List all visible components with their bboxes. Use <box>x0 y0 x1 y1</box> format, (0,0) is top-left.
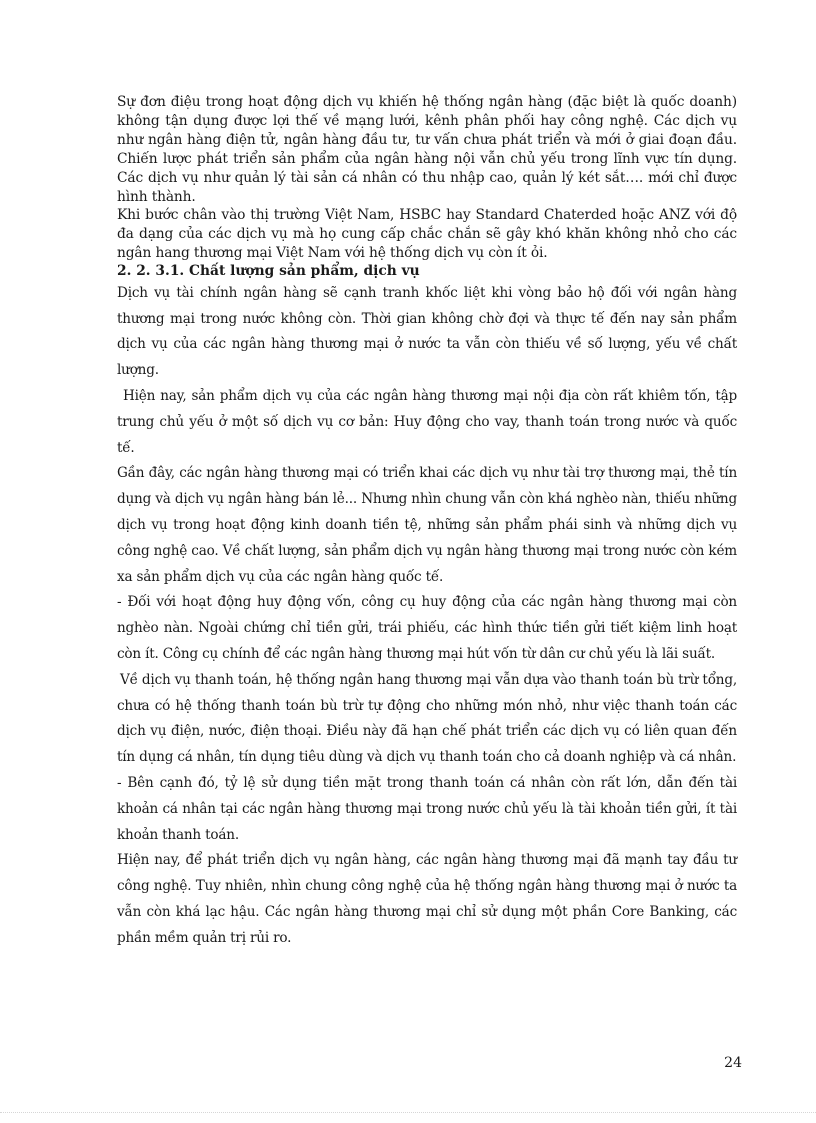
paragraph-service-monotony: Sự đơn điệu trong hoạt động dịch vụ khiến hệ thống ngân hàng (đặc biệt là quốc doanh) không tận dụng được lợi thế về mạng lưới, kênh phân phối hay công nghệ. Các dịch vụ như ngân hàng điện tử, ngân hàng đầu tư, tư vấn chưa phát triển và mới ở giai đoạn đầu. Chiến lược phát triển sản phẩm của ngân hàng nội vẫn chủ yếu trong lĩnh vực tín dụng. Các dịch vụ như quản lý tài sản cá nhân có thu nhập cao, quản lý két sắt…. mới chỉ được hình thành. <box>117 94 737 205</box>
paragraph-cash-usage: - Bên cạnh đó, tỷ lệ sử dụng tiền mặt trong thanh toán cá nhân còn rất lớn, dẫn đến tài khoản cá nhân tại các ngân hàng thương mại trong nước chủ yếu là tài khoản tiền gửi, ít tài khoản thanh toán. <box>117 774 737 843</box>
page-bottom-divider <box>0 1112 816 1113</box>
paragraph-foreign-banks: Khi bước chân vào thị trường Việt Nam, HSBC hay Standard Chaterded hoặc ANZ với độ đa dạng của các dịch vụ mà họ cung cấp chắc chắn sẽ gây khó khăn không nhỏ cho các ngân hang thương mại Việt Nam với hệ thống dịch vụ còn ít ỏi. <box>117 207 737 261</box>
paragraph-technology: Hiện nay, để phát triển dịch vụ ngân hàng, các ngân hàng thương mại đã mạnh tay đầu tư công nghệ. Tuy nhiên, nhìn chung công nghệ của hệ thống ngân hàng thương mại ở nước ta vẫn còn khá lạc hậu. Các ngân hàng thương mại chỉ sử dụng một phần Core Banking, các phần mềm quản trị rủi ro. <box>117 852 737 946</box>
page-body <box>117 93 737 952</box>
paragraph-service-quality: Dịch vụ tài chính ngân hàng sẽ cạnh tranh khốc liệt khi vòng bảo hộ đối với ngân hàng thương mại trong nước không còn. Thời gian không chờ đợi và thực tế đến nay sản phẩm dịch vụ của các ngân hàng thương mại ở nước ta vẫn còn thiếu về số lượng, yếu về chất lượng. <box>117 284 737 379</box>
section-heading: 2. 2. 3.1. Chất lượng sản phẩm, dịch vụ <box>117 263 420 280</box>
paragraph-payment-services: Về dịch vụ thanh toán, hệ thống ngân hang thương mại vẫn dựa vào thanh toán bù trừ tổng, chưa có hệ thống thanh toán bù trừ tự động cho những món nhỏ, như việc thanh toán các dịch vụ điện, nước, điện thoại. Điều này đã hạn chế phát triển các dịch vụ có liên quan đến tín dụng cá nhân, tín dụng tiêu dùng và dịch vụ thanh toán cho cả doanh nghiệp và cá nhân. <box>117 671 737 766</box>
page-number: 24 <box>724 1055 742 1071</box>
paragraph-recent-services: Gần đây, các ngân hàng thương mại có triển khai các dịch vụ như tài trợ thương mại, thẻ tín dụng và dịch vụ ngân hàng bán lẻ... Nhưng nhìn chung vẫn còn khá nghèo nàn, thiếu những dịch vụ trong hoạt động kinh doanh tiền tệ, những sản phẩm phái sinh và những dịch vụ công nghệ cao. Về chất lượng, sản phẩm dịch vụ ngân hàng thương mại trong nước còn kém xa sản phẩm dịch vụ của các ngân hàng quốc tế. <box>117 465 737 585</box>
paragraph-capital-mobilization: - Đối với hoạt động huy động vốn, công cụ huy động của các ngân hàng thương mại còn nghèo nàn. Ngoài chứng chỉ tiền gửi, trái phiếu, các hình thức tiền gửi tiết kiệm linh hoạt còn ít. Công cụ chính để các ngân hàng thương mại hút vốn từ dân cư chủ yếu là lãi suất. <box>117 594 737 662</box>
paragraph-domestic-products: Hiện nay, sản phẩm dịch vụ của các ngân hàng thương mại nội địa còn rất khiêm tốn, tập trung chủ yếu ở một số dịch vụ cơ bản: Huy động cho vay, thanh toán trong nước và quốc tế. <box>117 388 737 456</box>
